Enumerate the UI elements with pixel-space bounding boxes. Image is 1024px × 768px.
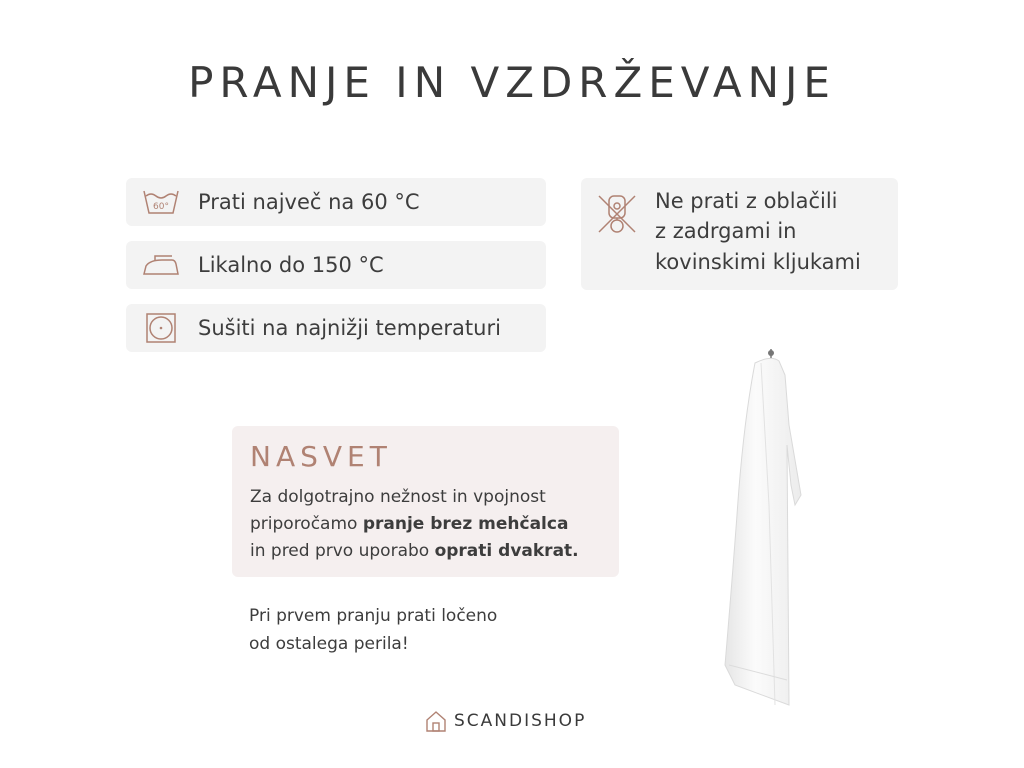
tip-text xyxy=(250,484,610,565)
care-label-iron: Likalno do 150 °C xyxy=(198,252,384,277)
tip-line-text: priporočamo xyxy=(250,514,363,534)
note-line: Pri prvem pranju prati ločeno xyxy=(249,606,498,626)
care-item-no-zipper xyxy=(581,178,898,290)
warning-line: kovinskimi kljukami xyxy=(655,249,861,274)
no-zipper-icon xyxy=(595,192,639,236)
towel-image xyxy=(715,345,815,715)
wash-60-icon xyxy=(142,187,180,217)
tip-emphasis: pranje brez mehčalca xyxy=(362,514,569,534)
separate-wash-note xyxy=(249,602,579,658)
wash-temp-text: 60° xyxy=(153,202,169,212)
warning-line: Ne prati z oblačili xyxy=(655,189,838,213)
care-item-iron xyxy=(126,241,546,289)
warning-text xyxy=(655,186,861,277)
tip-heading: NASVET xyxy=(250,440,392,473)
tumble-dry-low-icon xyxy=(142,313,180,343)
care-label-wash: Prati največ na 60 °C xyxy=(198,189,420,214)
care-item-dry xyxy=(126,304,546,352)
care-item-wash xyxy=(126,178,546,226)
tip-line xyxy=(250,538,610,565)
tip-line-text: in pred prvo uporabo xyxy=(250,541,435,561)
tip-emphasis: oprati dvakrat. xyxy=(434,541,579,561)
tip-line xyxy=(250,511,610,538)
tip-line: Za dolgotrajno nežnost in vpojnost xyxy=(250,487,546,507)
warning-line: z zadrgami in xyxy=(655,219,797,244)
page-title: PRANJE IN VZDRŽEVANJE xyxy=(188,58,836,107)
brand-name: SCANDISHOP xyxy=(454,711,587,731)
tip-box xyxy=(232,426,619,577)
house-icon xyxy=(424,709,448,733)
care-label-dry: Sušiti na najnižji temperaturi xyxy=(198,315,501,340)
iron-icon xyxy=(142,250,180,280)
note-line: od ostalega perila! xyxy=(249,634,409,654)
brand-logo xyxy=(424,706,586,736)
